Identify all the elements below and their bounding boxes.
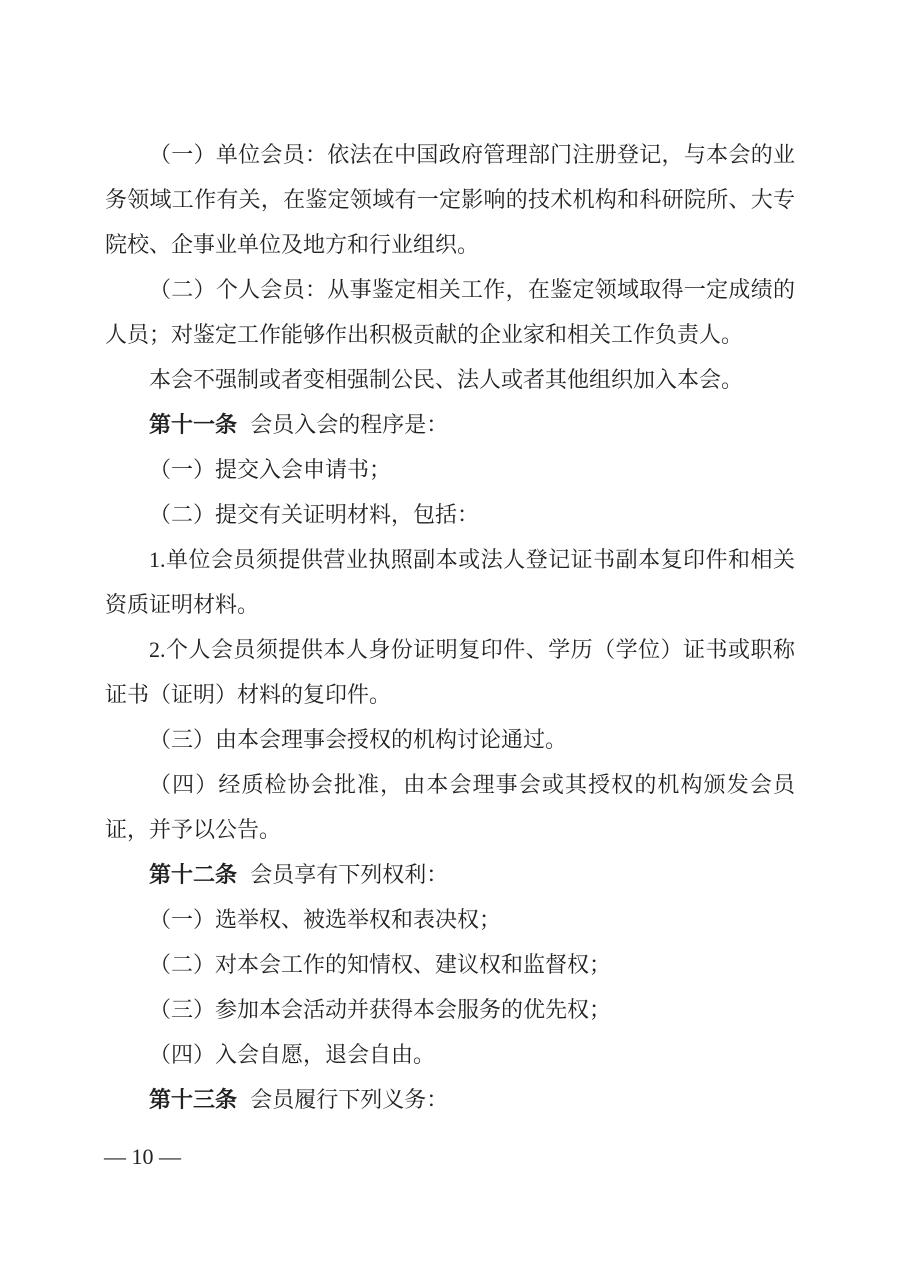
paragraph-member-individual: （二）个人会员：从事鉴定相关工作，在鉴定领域取得一定成绩的人员；对鉴定工作能够作出积极贡献的企业家和相关工作负责人。	[105, 277, 795, 347]
article-heading-12	[105, 852, 795, 897]
paragraph-procedure-2-item-1: 1.单位会员须提供营业执照副本或法人登记证书副本复印件和相关资质证明材料。	[105, 547, 795, 617]
document-body	[105, 132, 795, 1122]
paragraph-procedure-2: （二）提交有关证明材料，包括：	[149, 502, 480, 527]
article-title: 会员入会的程序是：	[250, 412, 449, 437]
paragraph-procedure-3: （三）由本会理事会授权的机构讨论通过。	[149, 727, 568, 752]
paragraph-right-3: （三）参加本会活动并获得本会服务的优先权；	[149, 997, 612, 1022]
article-number: 第十一条	[149, 412, 238, 437]
article-number: 第十二条	[149, 862, 238, 887]
paragraph-member-unit: （一）单位会员：依法在中国政府管理部门注册登记，与本会的业务领域工作有关，在鉴定领域有一定影响的技术机构和科研院所、大专院校、企事业单位及地方和行业组织。	[105, 142, 795, 257]
article-title: 会员享有下列权利：	[250, 862, 449, 887]
article-title: 会员履行下列义务：	[250, 1087, 449, 1112]
paragraph-no-compulsion: 本会不强制或者变相强制公民、法人或者其他组织加入本会。	[149, 367, 744, 392]
article-heading-11	[105, 402, 795, 447]
paragraph-procedure-2-item-2: 2.个人会员须提供本人身份证明复印件、学历（学位）证书或职称证书（证明）材料的复印件。	[105, 637, 795, 707]
article-heading-13	[105, 1077, 795, 1122]
paragraph-procedure-1: （一）提交入会申请书；	[149, 457, 392, 482]
page-number: — 10 —	[104, 1144, 181, 1169]
paragraph-right-1: （一）选举权、被选举权和表决权；	[149, 907, 502, 932]
paragraph-right-4: （四）入会自愿，退会自由。	[149, 1042, 436, 1067]
paragraph-procedure-4: （四）经质检协会批准，由本会理事会或其授权的机构颁发会员证，并予以公告。	[105, 772, 795, 842]
paragraph-right-2: （二）对本会工作的知情权、建议权和监督权；	[149, 952, 612, 977]
article-number: 第十三条	[149, 1087, 238, 1112]
